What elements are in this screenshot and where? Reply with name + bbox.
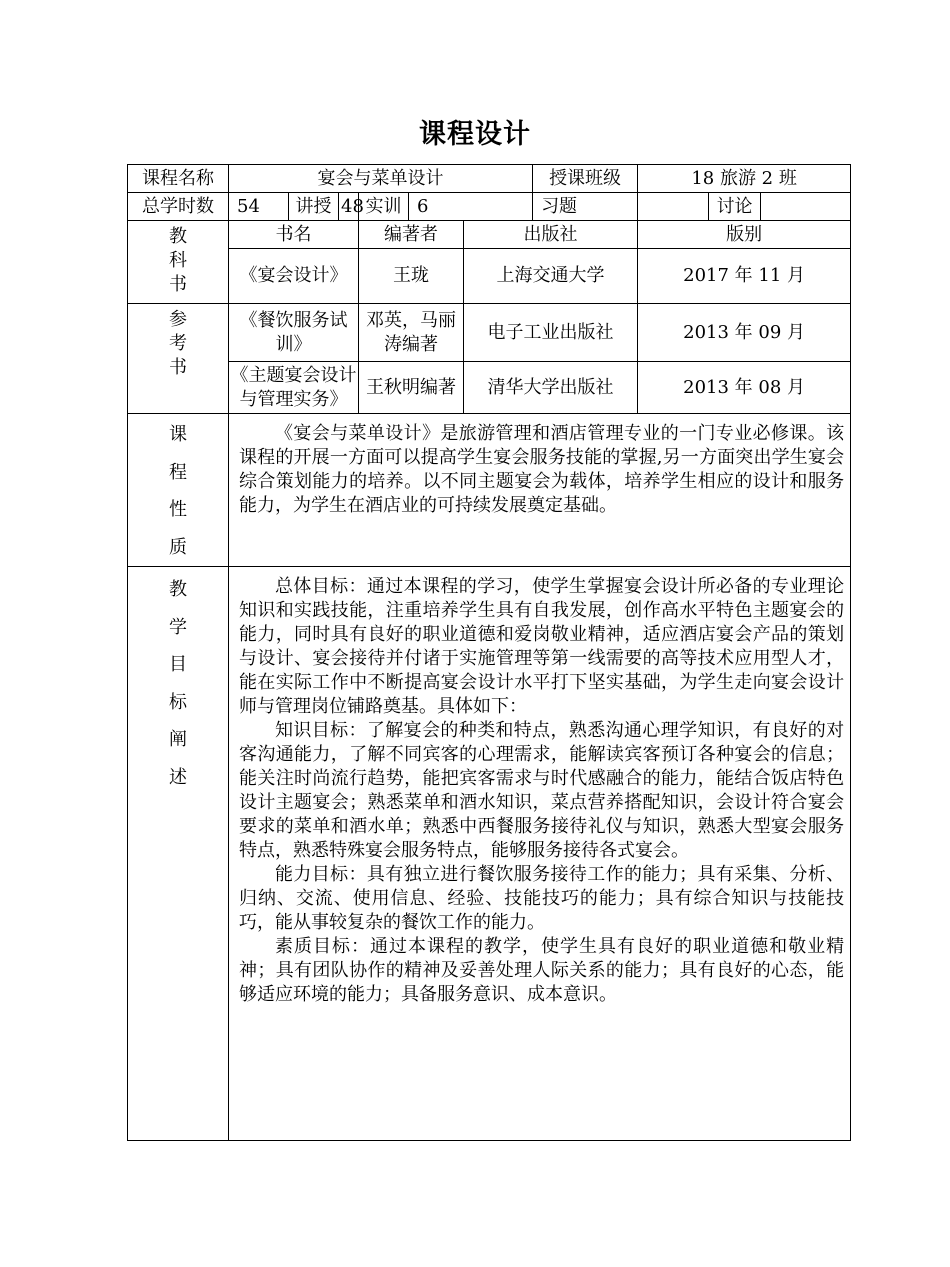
exercise-label: 习题	[533, 193, 638, 221]
reference-title: 《主题宴会设计与管理实务》	[229, 362, 359, 414]
objective-paragraph: 素质目标：通过本课程的教学，使学生具有良好的职业道德和敬业精神；具有团队协作的精神及妥善处理人际关系的能力；具有良好的心态，能够适应环境的能力；具备服务意识、成本意识。	[239, 936, 845, 1005]
page-title: 课程设计	[419, 119, 531, 150]
reference-label: 参 考 书	[128, 304, 229, 414]
discussion-label: 讨论	[709, 193, 761, 221]
reference-title: 《餐饮服务试训》	[229, 304, 359, 362]
practice-label: 实训	[359, 193, 409, 221]
objectives-label: 教 学 目 标 阐 述	[128, 567, 229, 1141]
objectives-row	[128, 567, 851, 1141]
reference-author: 王秋明编著	[359, 362, 464, 414]
course-design-table	[127, 164, 851, 1141]
reference-publisher: 电子工业出版社	[464, 304, 638, 362]
discussion-value	[761, 193, 851, 221]
course-name-value: 宴会与菜单设计	[229, 165, 533, 193]
textbook-label: 教 科 书	[128, 221, 229, 304]
header-edition: 版别	[638, 221, 851, 249]
practice-value: 6	[409, 193, 533, 221]
objective-paragraph: 知识目标：了解宴会的种类和特点，熟悉沟通心理学知识，有良好的对客沟通能力，了解不同宾客的心理需求，能解读宾客预订各种宴会的信息；能关注时尚流行趋势，能把宾客需求与时代感融合的能力，能结合饭店特色设计主题宴会；熟悉菜单和酒水知识，菜点营养搭配知识，会设计符合宴会要求的菜单和酒水单；熟悉中西餐服务接待礼仪与知识，熟悉大型宴会服务特点，熟悉特殊宴会服务特点，能够服务接待各式宴会。	[239, 720, 845, 861]
lecture-label: 讲授	[289, 193, 339, 221]
course-nature-row	[128, 414, 851, 567]
lecture-value: 48	[339, 193, 359, 221]
course-nature-label: 课 程 性 质	[128, 414, 229, 567]
textbook-publisher: 上海交通大学	[464, 249, 638, 304]
total-hours-value: 54	[229, 193, 289, 221]
textbook-edition: 2017 年 11 月	[638, 249, 851, 304]
reference-edition: 2013 年 09 月	[638, 304, 851, 362]
course-nature-text: 《宴会与菜单设计》是旅游管理和酒店管理专业的一门专业必修课。该课程的开展一方面可以提高学生宴会服务技能的掌握,另一方面突出学生宴会综合策划能力的培养。以不同主题宴会为载体，培养学生相应的设计和服务能力，为学生在酒店业的可持续发展奠定基础。	[229, 414, 851, 567]
total-hours-label: 总学时数	[128, 193, 229, 221]
header-author: 编著者	[359, 221, 464, 249]
hours-row	[128, 193, 851, 221]
textbook-author: 王珑	[359, 249, 464, 304]
reference-row	[128, 362, 851, 414]
reference-row	[128, 304, 851, 362]
objectives-text	[229, 567, 851, 1141]
header-publisher: 出版社	[464, 221, 638, 249]
course-info-row	[128, 165, 851, 193]
textbook-row	[128, 249, 851, 304]
course-name-label: 课程名称	[128, 165, 229, 193]
class-label: 授课班级	[533, 165, 638, 193]
exercise-value	[638, 193, 709, 221]
header-book-name: 书名	[229, 221, 359, 249]
textbook-header-row	[128, 221, 851, 249]
reference-edition: 2013 年 08 月	[638, 362, 851, 414]
objective-paragraph: 能力目标：具有独立进行餐饮服务接待工作的能力；具有采集、分析、归纳、交流、使用信息、经验、技能技巧的能力；具有综合知识与技能技巧，能从事较复杂的餐饮工作的能力。	[239, 864, 845, 933]
textbook-title: 《宴会设计》	[229, 249, 359, 304]
class-value: 18 旅游 2 班	[638, 165, 851, 193]
reference-publisher: 清华大学出版社	[464, 362, 638, 414]
reference-author: 邓英，马丽涛编著	[359, 304, 464, 362]
objective-paragraph: 总体目标：通过本课程的学习，使学生掌握宴会设计所必备的专业理论知识和实践技能，注重培养学生具有自我发展，创作高水平特色主题宴会的能力，同时具有良好的职业道德和爱岗敬业精神，适应酒店宴会产品的策划与设计、宴会接待并付诸于实施管理等第一线需要的高等技术应用型人才，能在实际工作中不断提高宴会设计水平打下坚实基础，为学生走向宴会设计师与管理岗位铺路奠基。具体如下：	[239, 576, 845, 717]
